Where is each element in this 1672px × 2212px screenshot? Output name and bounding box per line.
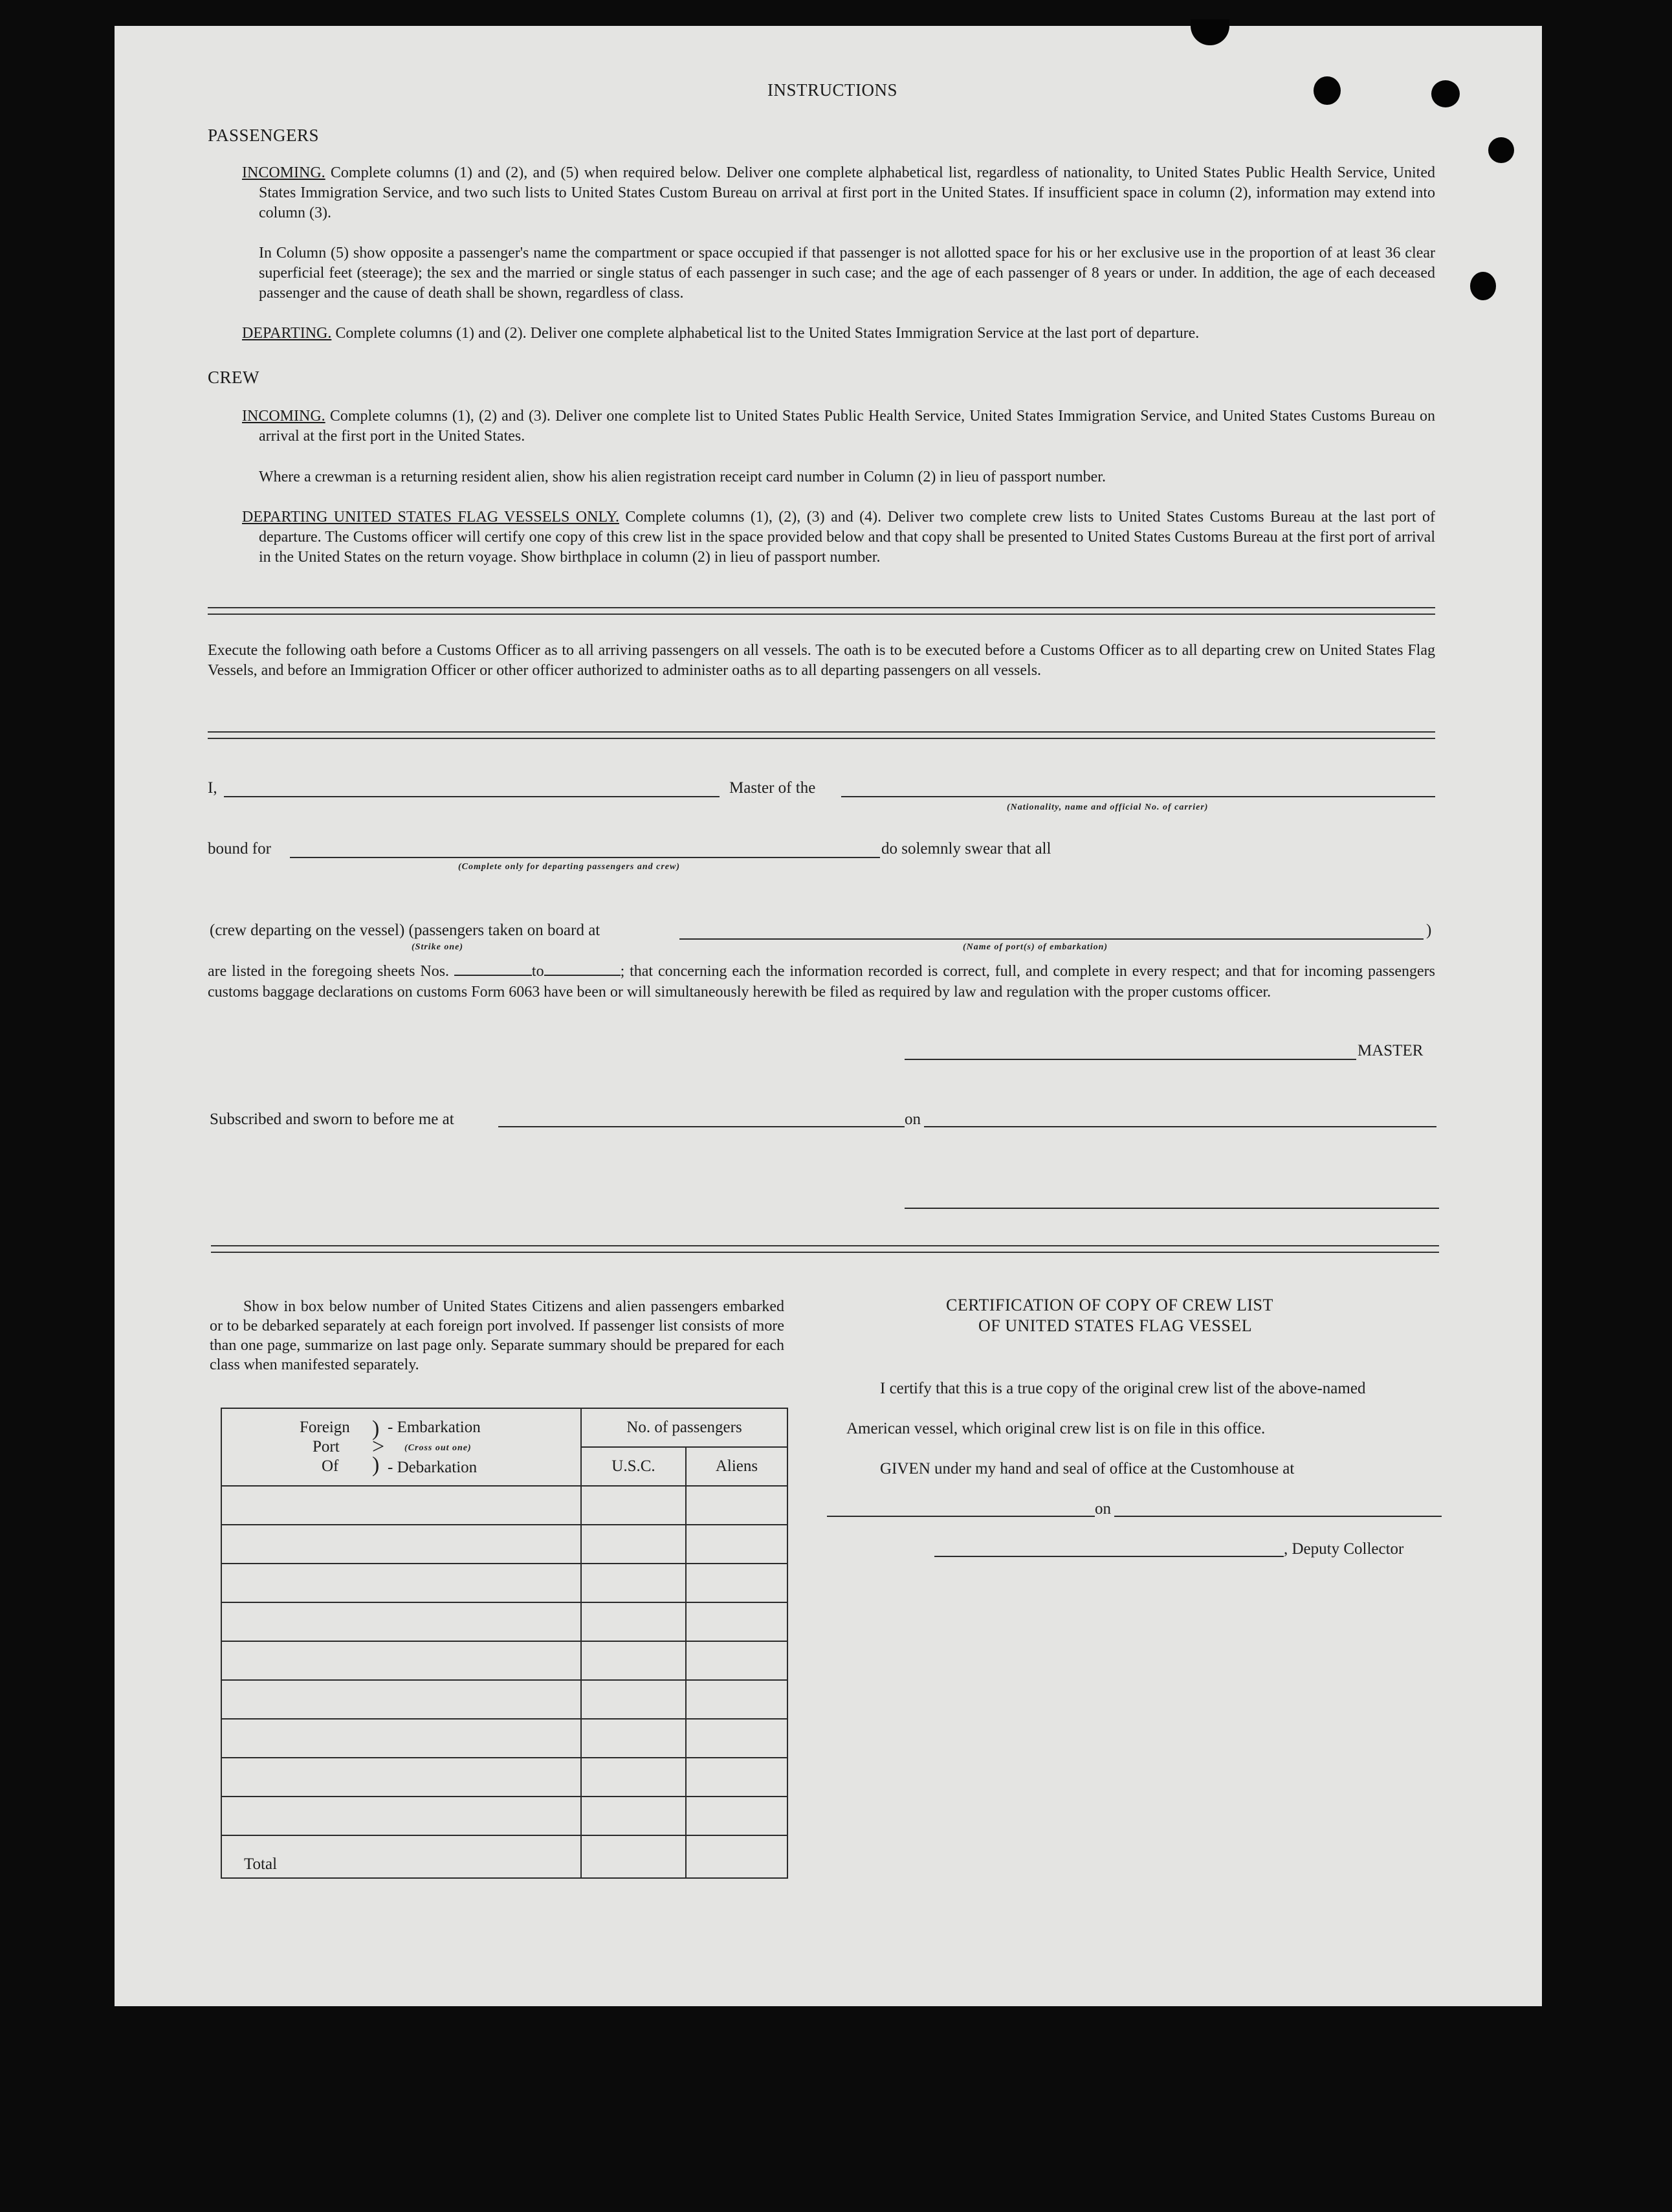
officer-signature-field[interactable]: [905, 1208, 1439, 1209]
port-cell[interactable]: [221, 1641, 581, 1680]
master-of-the-label: Master of the: [729, 779, 816, 797]
foreign-label: Foreign: [300, 1419, 350, 1436]
certification-line2: American vessel, which original crew list is on file in this office.: [846, 1420, 1266, 1437]
sworn-date-field[interactable]: [924, 1126, 1436, 1127]
aliens-cell[interactable]: [686, 1602, 787, 1641]
certification-line3: GIVEN under my hand and seal of office at the Customhouse at: [880, 1460, 1295, 1477]
master-label: MASTER: [1358, 1042, 1424, 1059]
close-paren: ): [1426, 922, 1432, 939]
table-row: [221, 1525, 787, 1564]
certification-title-line2: OF UNITED STATES FLAG VESSEL: [978, 1316, 1253, 1335]
port-cell[interactable]: [221, 1564, 581, 1602]
total-label: Total: [221, 1835, 581, 1878]
table-row: [221, 1758, 787, 1797]
total-aliens-cell[interactable]: [686, 1835, 787, 1878]
oath-instructions: Execute the following oath before a Customs Officer as to all arriving passengers on all vessels. The oath is to be executed before a Customs Officer as to all departing crew on United States Flag Vessels, and before an Immigration Officer or other officer authorized to administer oaths as to all departing passengers on all vessels.: [208, 642, 1435, 679]
summary-instructions: Show in box below number of United States Citizens and alien passengers embarked or to be debarked separately at each foreign port involved. If passenger list consists of more than one page, summarize on last page only. Separate summary should be prepared for each class when manifested separately.: [210, 1298, 784, 1373]
aliens-cell[interactable]: [686, 1758, 787, 1797]
sheet-from-field[interactable]: [454, 960, 532, 976]
usc-cell[interactable]: [581, 1758, 686, 1797]
crew-incoming-label: INCOMING.: [242, 408, 325, 425]
sheet-to-field[interactable]: [544, 960, 621, 976]
no-of-passengers-header: No. of passengers: [581, 1408, 787, 1447]
usc-header: U.S.C.: [581, 1447, 686, 1486]
port-caption: (Name of port(s) of embarkation): [963, 942, 1108, 952]
total-usc-cell[interactable]: [581, 1835, 686, 1878]
bound-for-caption: (Complete only for departing passengers and crew): [458, 862, 680, 872]
carrier-field[interactable]: [841, 796, 1435, 797]
punch-hole: [1470, 272, 1496, 300]
port-cell[interactable]: [221, 1525, 581, 1564]
listed-paragraph: [208, 960, 1435, 1002]
master-name-field[interactable]: [224, 796, 720, 797]
punch-hole: [1488, 137, 1514, 163]
port-cell[interactable]: [221, 1719, 581, 1758]
total-row: [221, 1835, 787, 1878]
deputy-signature-field[interactable]: [934, 1556, 1284, 1557]
port-of-embarkation-field[interactable]: [679, 938, 1424, 940]
aliens-header: Aliens: [686, 1447, 787, 1486]
crew-departing-text: Complete columns (1), (2), (3) and (4). Deliver two complete crew lists to United States Customs Bureau at the last port of departure. The Customs officer will certify one copy of this crew list in the space provided below and that copy shall be presented to United States Customs Bureau at the first port of arrival in the United States on the return voyage. Show birthplace in column (2) in lieu of passport number.: [259, 509, 1436, 566]
passengers-incoming-text: Complete columns (1) and (2), and (5) when required below. Deliver one complete alphabetical list, regardless of nationality, to United States Public Health Service, United States Immigration Service, and two such lists to United States Custom Bureau on arrival at first port in the United States. If insufficient space in column (2), information may extend into column (3).: [259, 164, 1435, 221]
usc-cell[interactable]: [581, 1525, 686, 1564]
passengers-departing-text: Complete columns (1) and (2). Deliver one complete alphabetical list to the United States Immigration Service at the last port of departure.: [335, 325, 1200, 342]
aliens-cell[interactable]: [686, 1486, 787, 1525]
table-row: [221, 1680, 787, 1719]
table-row: [221, 1602, 787, 1641]
punch-hole: [1314, 76, 1341, 105]
passengers-departing-paragraph: [242, 324, 1435, 344]
passenger-summary-table: [221, 1408, 788, 1879]
embarkation-label: - Embarkation: [388, 1419, 481, 1436]
usc-cell[interactable]: [581, 1719, 686, 1758]
certification-line1: I certify that this is a true copy of the original crew list of the above-named: [880, 1380, 1366, 1397]
port-label: Port: [313, 1438, 340, 1455]
deputy-collector-label: , Deputy Collector: [1284, 1540, 1404, 1558]
master-signature-field[interactable]: [905, 1059, 1356, 1060]
certification-title-line1: CERTIFICATION OF COPY OF CREW LIST: [946, 1296, 1273, 1314]
table-row: [221, 1564, 787, 1602]
passengers-incoming-paragraph: [242, 163, 1435, 223]
punch-hole: [1431, 80, 1460, 107]
crew-departing-paragraph: [242, 507, 1436, 568]
double-rule: [208, 607, 1435, 615]
port-header: [221, 1408, 581, 1486]
solemnly-swear-label: do solemnly swear that all: [881, 840, 1051, 857]
debarkation-label: - Debarkation: [388, 1459, 478, 1476]
crew-departing-label: DEPARTING UNITED STATES FLAG VESSELS ONLY.: [242, 509, 619, 525]
port-cell[interactable]: [221, 1486, 581, 1525]
port-cell[interactable]: [221, 1602, 581, 1641]
crew-incoming-text: Complete columns (1), (2) and (3). Deliver one complete list to United States Public Health Service, United States Immigration Service, and United States Customs Bureau on arrival at the first port in the United States.: [259, 408, 1436, 445]
passengers-column5-paragraph: In Column (5) show opposite a passenger's name the compartment or space occupied if that passenger is not allotted space for his or her exclusive use in the proportion of at least 36 clear superficial feet (steerage); the sex and the married or single status of each passenger in such case; and the age of each passenger of 8 years or under. In addition, the age of each deceased passenger and the cause of death shall be shown, regardless of class.: [259, 245, 1435, 302]
certification-on-label: on: [1095, 1500, 1111, 1518]
table-row: [221, 1797, 787, 1835]
listed-post: ; that concerning each the information recorded is correct, full, and complete in every respect; and that for incoming passengers customs baggage declarations on customs Form 6063 have been or will simultaneously herewith be filed as required by law and regulation with the proper customs officer.: [208, 963, 1436, 1001]
usc-cell[interactable]: [581, 1602, 686, 1641]
aliens-cell[interactable]: [686, 1797, 787, 1835]
double-rule: [211, 1245, 1439, 1253]
port-cell[interactable]: [221, 1680, 581, 1719]
usc-cell[interactable]: [581, 1680, 686, 1719]
subscribed-label: Subscribed and sworn to before me at: [210, 1111, 454, 1128]
strike-one-caption: (Strike one): [412, 942, 464, 952]
crew-resident-paragraph: Where a crewman is a returning resident alien, show his alien registration receipt card number in Column (2) in lieu of passport number.: [259, 469, 1106, 485]
bound-for-label: bound for: [208, 840, 271, 857]
section-heading-crew: CREW: [208, 368, 259, 387]
sworn-on-label: on: [905, 1111, 921, 1128]
usc-cell[interactable]: [581, 1797, 686, 1835]
port-cell[interactable]: [221, 1797, 581, 1835]
section-heading-passengers: PASSENGERS: [208, 126, 320, 145]
carrier-caption: (Nationality, name and official No. of carrier): [1007, 802, 1209, 812]
port-cell[interactable]: [221, 1758, 581, 1797]
usc-cell[interactable]: [581, 1486, 686, 1525]
table-row: [221, 1486, 787, 1525]
usc-cell[interactable]: [581, 1641, 686, 1680]
brace-icon: ) > ): [372, 1417, 385, 1477]
double-rule: [208, 731, 1435, 739]
aliens-cell[interactable]: [686, 1719, 787, 1758]
page-title: INSTRUCTIONS: [767, 80, 898, 100]
crew-passengers-label: (crew departing on the vessel) (passengers taken on board at: [210, 922, 600, 939]
sworn-place-field[interactable]: [498, 1126, 905, 1127]
bound-for-field[interactable]: [290, 857, 880, 858]
usc-cell[interactable]: [581, 1564, 686, 1602]
of-label: Of: [322, 1457, 339, 1475]
customhouse-field[interactable]: [827, 1516, 1095, 1517]
crew-incoming-paragraph: [242, 406, 1436, 447]
table-row: [221, 1641, 787, 1680]
oath-i-label: I,: [208, 779, 217, 797]
passengers-departing-label: DEPARTING.: [242, 325, 332, 342]
aliens-cell[interactable]: [686, 1525, 787, 1564]
cross-out-caption: (Cross out one): [404, 1443, 472, 1453]
listed-pre: are listed in the foregoing sheets Nos.: [208, 963, 450, 980]
table-row: [221, 1719, 787, 1758]
aliens-cell[interactable]: [686, 1564, 787, 1602]
aliens-cell[interactable]: [686, 1680, 787, 1719]
aliens-cell[interactable]: [686, 1641, 787, 1680]
certification-date-field[interactable]: [1114, 1516, 1442, 1517]
listed-to: to: [531, 963, 544, 980]
passengers-incoming-label: INCOMING.: [242, 164, 325, 181]
